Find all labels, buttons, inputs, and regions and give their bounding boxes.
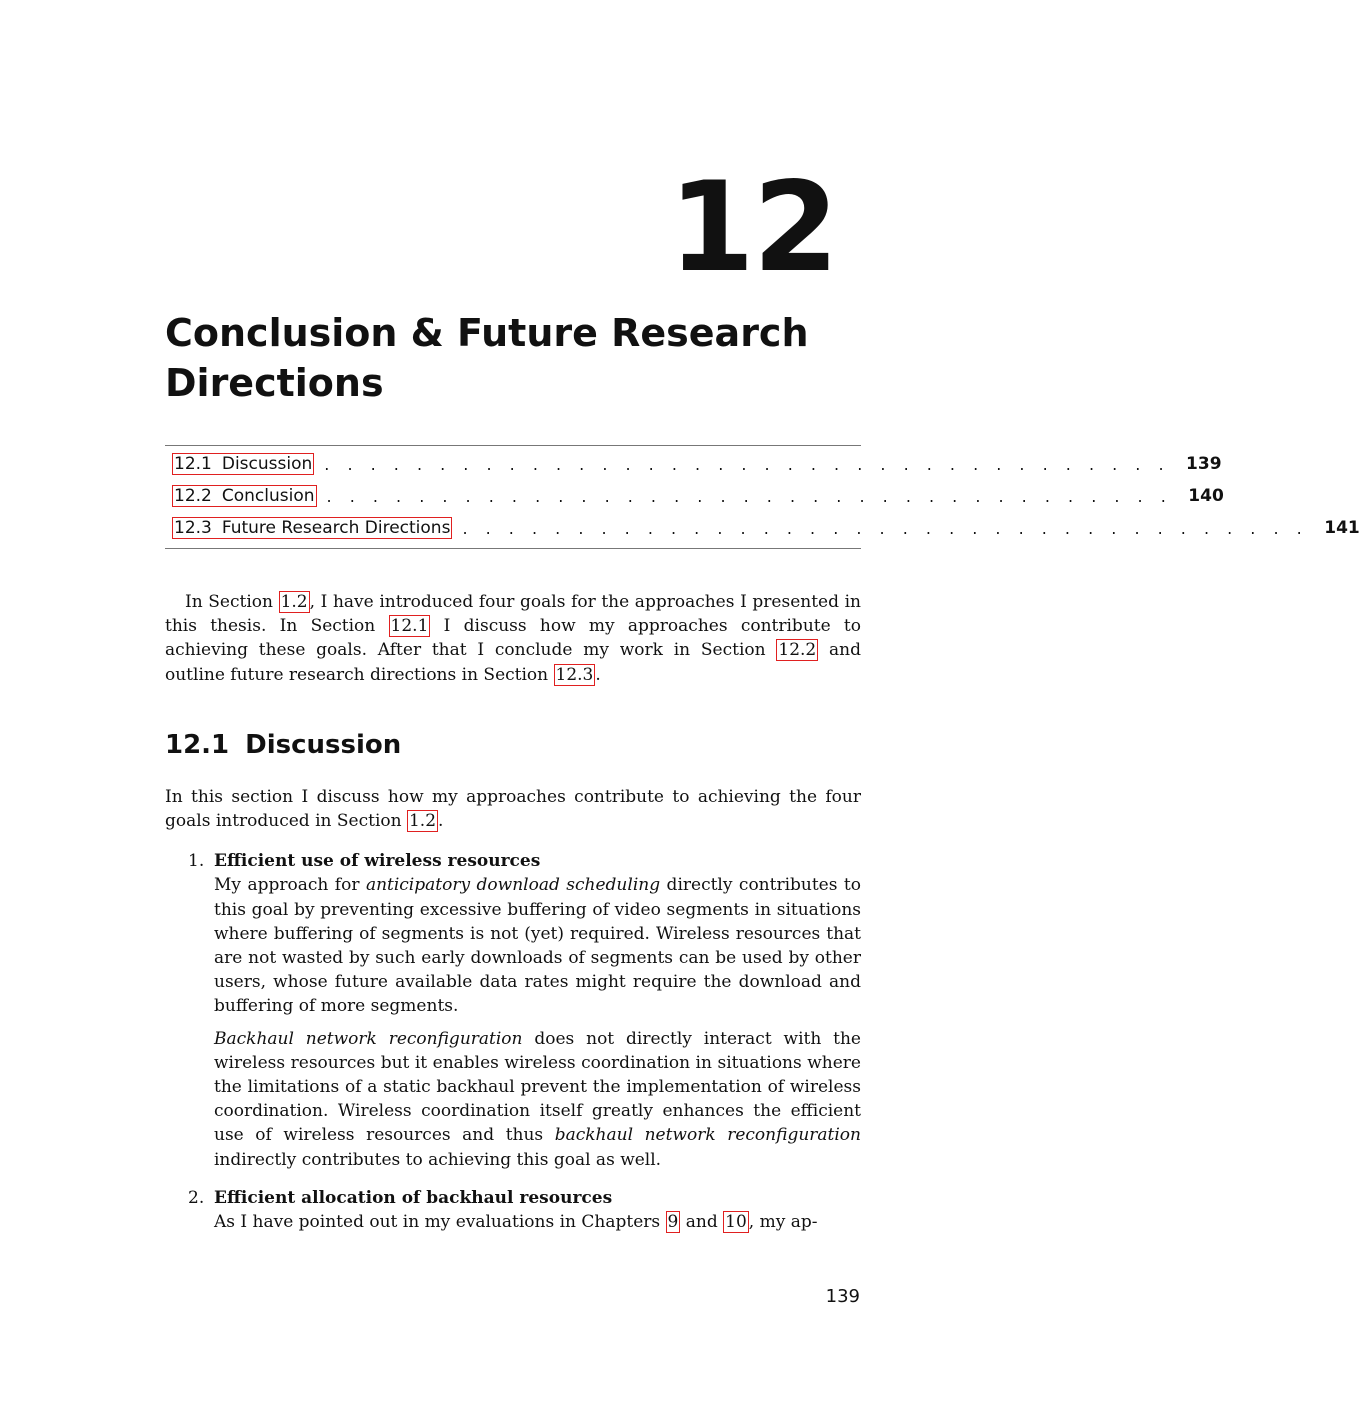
toc-link-conclusion[interactable] [172,485,317,507]
section-ref-link[interactable]: 1.2 [280,592,308,612]
goal-emphasis: anticipatory download scheduling [365,875,661,896]
intro-text: and outline future research directions in Section [165,640,862,685]
goals-list [165,849,861,1234]
goal-title: Efficient allocation of backhaul resources [214,1187,613,1208]
toc-title: Conclusion [221,486,315,506]
goal-paragraph [214,1027,861,1172]
intro-text: I discuss how my approaches contribute to achieving these goals. After that I conclude my work in Section [165,616,861,661]
goal-emphasis: Backhaul network reconfiguration [214,1028,523,1049]
chapter-ref-link[interactable]: 10 [725,1212,747,1233]
toc-number: 12.3 [174,518,212,538]
list-item-number: 2. [188,1187,205,1208]
goal-emphasis: backhaul network reconfiguration [554,1125,861,1146]
goal-text: , my ap- [748,1212,818,1233]
section-ref-link[interactable]: 12.2 [778,640,817,661]
page-number: 139 [825,1286,860,1307]
section-ref-link[interactable]: 1.2 [408,811,437,832]
list-item [165,849,861,1172]
intro-text: In Section [185,592,279,612]
goal-paragraph [214,873,861,1018]
intro-paragraph [165,590,861,687]
toc-page-number: 140 [1188,486,1224,506]
toc-entry [165,480,1224,512]
goal-paragraph [214,1210,861,1234]
lead-text: In this section I discuss how my approaches contribute to achieving the four goals introduced in Section [165,786,861,832]
goal-title: Efficient use of wireless resources [214,851,541,872]
toc-link-future-research[interactable] [172,517,452,539]
toc-leader-dots: . . . . . . . . . . . . . . . . . . . . . . . . . . . . . . . . . . . . . [462,518,1309,538]
toc-title: Discussion [221,454,313,474]
goal-text: directly contributes to this goal by preventing excessive buffering of video segments in situations where buffering of segments is not (yet) required. Wireless resources that are not wasted by such early downloads of segments can be used by other users, whose future available data rates might require the download and buffering of more segments. [214,875,861,1017]
toc-leader-dots: . . . . . . . . . . . . . . . . . . . . . . . . . . . . . . . . . . . . . [324,454,1171,474]
goal-text: does not directly interact with the wireless resources but it enables wireless coordination in situations where the limitations of a static backhaul prevent the implementation of wireless coordination. Wireless coordination itself greatly enhances the efficient use of wireless resources and thus [214,1028,861,1146]
chapter-title: Conclusion & Future Research Directions [165,311,809,405]
section-number: 12.1 [165,729,230,760]
intro-text: . [595,664,601,685]
toc-page-number: 141 [1324,518,1360,538]
toc-page-number: 139 [1186,454,1222,474]
table-of-contents [165,445,1360,549]
goal-text: indirectly contributes to achieving this goal as well. [214,1149,662,1170]
section-title: Discussion [245,729,402,760]
section-heading [165,727,861,763]
lead-text: . [438,811,444,832]
body-text [165,590,861,1248]
toc-entry [165,512,1360,544]
chapter-number: 12 [668,156,837,300]
toc-number: 12.2 [174,486,212,506]
section-ref-link[interactable]: 12.1 [390,616,429,637]
goal-text: and [680,1212,724,1233]
intro-text: , I have introduced four goals for the approaches I presented in this thesis. In Section [165,592,861,637]
goal-text: My approach for [214,875,366,896]
list-item [165,1186,861,1234]
toc-entry [165,448,1222,480]
goal-text: As I have pointed out in my evaluations in Chapters [214,1212,666,1233]
chapter-ref-link[interactable]: 9 [667,1212,679,1233]
toc-leader-dots: . . . . . . . . . . . . . . . . . . . . . . . . . . . . . . . . . . . . . [326,486,1173,506]
section-ref-link[interactable]: 12.3 [555,664,594,685]
section-lead-paragraph [165,785,861,833]
toc-title: Future Research Directions [221,518,451,538]
toc-number: 12.1 [174,454,212,474]
list-item-number: 1. [188,851,205,872]
toc-link-discussion[interactable] [172,453,314,475]
